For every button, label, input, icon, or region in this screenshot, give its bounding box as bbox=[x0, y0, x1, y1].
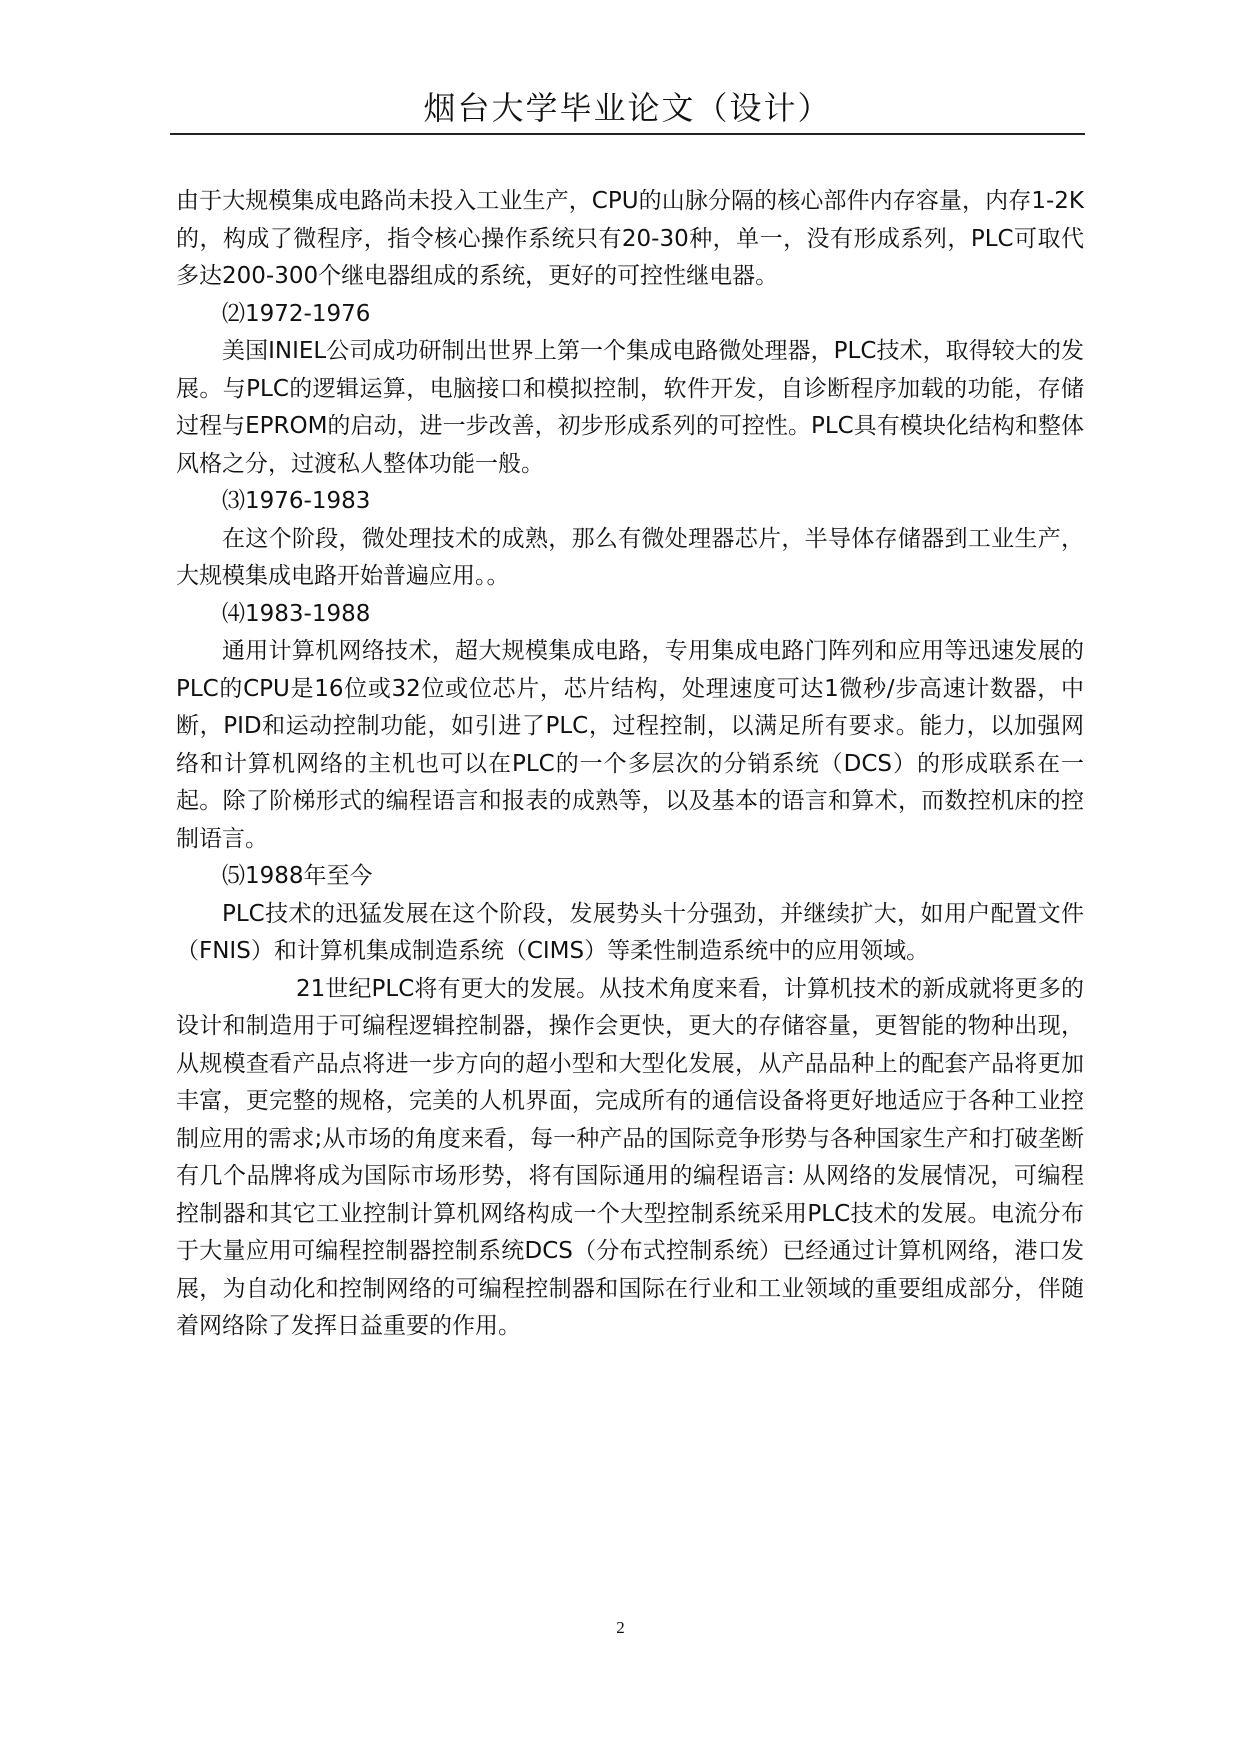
page-header-title: 烟台大学毕业论文（设计） bbox=[423, 89, 832, 127]
paragraph-1988-present: PLC技术的迅猛发展在这个阶段，发展势头十分强劲，并继续扩大，如用户配置文件（FNIS）和计算机集成制造系统（CIMS）等柔性制造系统中的应用领域。 bbox=[176, 900, 1084, 964]
section-heading-1976-1983: ⑶1976-1983 bbox=[222, 488, 371, 514]
paragraph-1976-1983: 在这个阶段，微处理技术的成熟，那么有微处理器芯片，半导体存储器到工业生产，大规模集成电路开始普遍应用。。 bbox=[176, 525, 1084, 589]
section-heading-1983-1988: ⑷1983-1988 bbox=[222, 600, 371, 627]
header-divider bbox=[170, 133, 1085, 135]
paragraph-21st-century: 21世纪PLC将有更大的发展。从技术角度来看，计算机技术的新成就将更多的设计和制造用于可编程逻辑控制器，操作会更快，更大的存储容量，更智能的物种出现，从规模查看产品点将进一步方向的超小型和大型化发展，从产品品种上的配套产品将更加丰富，更完整的规格，完美的人机界面，完成所有的通信设备将更好地适应于各种工业控制应用的需求;从市场的角度来看，每一种产品的国际竞争形势与各种国家生产和打破垄断有几个品牌将成为国际市场形势，将有国际通用的编程语言: 从网络的发展情况，可编程控制器和其它工业控制计算机网络构成一个大型控制系统采用PLC技术的发展。电流分布于大量应用可编程控制器控制系统DCS（分布式控制系统）已经通过计算机网络，港口发展，为自动化和控制网络的可编程控制器和国际在行业和工业领域的重要组成部分，伴随着网络除了发挥日益重要的作用。 bbox=[176, 975, 1084, 1339]
paragraph-intro: 由于大规模集成电路尚未投入工业生产，CPU的山脉分隔的核心部件内存容量，内存1-2K的，构成了微程序，指令核心操作系统只有20-30种，单一，没有形成系列，PLC可取代多达200-300个继电器组成的系统，更好的可控性继电器。 bbox=[176, 188, 1084, 289]
page-number: 2 bbox=[616, 1618, 625, 1637]
paragraph-1972-1976: 美国INIEL公司成功研制出世界上第一个集成电路微处理器，PLC技术，取得较大的发展。与PLC的逻辑运算，电脑接口和模拟控制，软件开发，自诊断程序加载的功能，存储过程与EPROM的启动，进一步改善，初步形成系列的可控性。PLC具有模块化结构和整体风格之分，过渡私人整体功能一般。 bbox=[176, 338, 1084, 477]
paragraph-1983-1988: 通用计算机网络技术，超大规模集成电路，专用集成电路门阵列和应用等迅速发展的PLC的CPU是16位或32位或位芯片，芯片结构，处理速度可达1微秒/步高速计数器，中断，PID和运动控制功能，如引进了PLC，过程控制，以满足所有要求。能力，以加强网络和计算机网络的主机也可以在PLC的一个多层次的分销系统（DCS）的形成联系在一起。除了阶梯形式的编程语言和报表的成熟等，以及基本的语言和算术，而数控机床的控制语言。 bbox=[176, 638, 1084, 852]
body-text bbox=[176, 183, 1084, 1346]
section-heading-1972-1976: ⑵1972-1976 bbox=[222, 300, 371, 327]
section-heading-1988-present: ⑸1988年至今 bbox=[222, 863, 373, 889]
